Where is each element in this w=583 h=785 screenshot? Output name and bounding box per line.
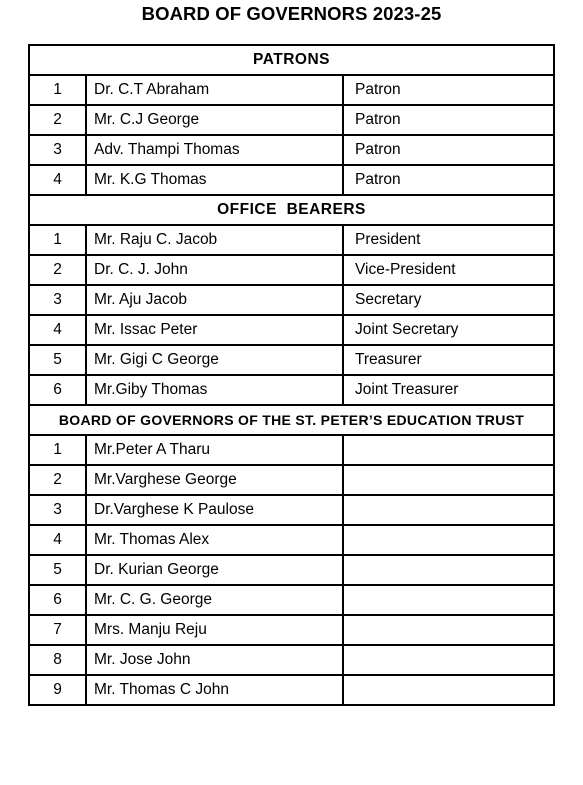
section-heading: PATRONS — [29, 45, 554, 75]
member-name: Dr. Kurian George — [86, 555, 343, 585]
table-row — [29, 585, 554, 615]
member-role — [343, 525, 554, 555]
table-row — [29, 465, 554, 495]
table-row — [29, 495, 554, 525]
row-number: 3 — [29, 495, 86, 525]
table-row — [29, 105, 554, 135]
row-number: 4 — [29, 165, 86, 195]
section-heading: BOARD OF GOVERNORS OF THE ST. PETER’S EDUCATION TRUST — [29, 405, 554, 435]
member-role — [343, 555, 554, 585]
table-row — [29, 615, 554, 645]
member-role — [343, 585, 554, 615]
member-role: Patron — [343, 105, 554, 135]
table-row — [29, 435, 554, 465]
row-number: 1 — [29, 435, 86, 465]
table-row — [29, 675, 554, 705]
member-name: Mr.Varghese George — [86, 465, 343, 495]
table-row — [29, 75, 554, 105]
table-row — [29, 315, 554, 345]
row-number: 2 — [29, 465, 86, 495]
section-header-row — [29, 195, 554, 225]
table-row — [29, 285, 554, 315]
member-name: Mr. C.J George — [86, 105, 343, 135]
row-number: 4 — [29, 525, 86, 555]
member-name: Mr. Raju C. Jacob — [86, 225, 343, 255]
governors-table — [28, 44, 555, 706]
member-name: Mr. Thomas Alex — [86, 525, 343, 555]
section-header-row — [29, 45, 554, 75]
table-row — [29, 375, 554, 405]
member-name: Mr. C. G. George — [86, 585, 343, 615]
member-role: Joint Treasurer — [343, 375, 554, 405]
page-title: BOARD OF GOVERNORS 2023-25 — [141, 3, 442, 24]
table-row — [29, 225, 554, 255]
row-number: 3 — [29, 135, 86, 165]
row-number: 8 — [29, 645, 86, 675]
member-role: Patron — [343, 75, 554, 105]
member-name: Mr. Gigi C George — [86, 345, 343, 375]
table-row — [29, 645, 554, 675]
member-role — [343, 675, 554, 705]
member-name: Dr. C.T Abraham — [86, 75, 343, 105]
section-header-row — [29, 405, 554, 435]
member-role: Joint Secretary — [343, 315, 554, 345]
member-name: Mr. Jose John — [86, 645, 343, 675]
table-row — [29, 525, 554, 555]
member-role — [343, 645, 554, 675]
row-number: 2 — [29, 255, 86, 285]
row-number: 1 — [29, 75, 86, 105]
table-row — [29, 165, 554, 195]
row-number: 5 — [29, 555, 86, 585]
member-name: Adv. Thampi Thomas — [86, 135, 343, 165]
member-role — [343, 615, 554, 645]
table-row — [29, 135, 554, 165]
row-number: 2 — [29, 105, 86, 135]
member-role — [343, 435, 554, 465]
member-role — [343, 495, 554, 525]
member-role — [343, 465, 554, 495]
row-number: 4 — [29, 315, 86, 345]
member-name: Dr. C. J. John — [86, 255, 343, 285]
member-role: Patron — [343, 135, 554, 165]
member-role: Treasurer — [343, 345, 554, 375]
member-role: President — [343, 225, 554, 255]
member-name: Mr. Issac Peter — [86, 315, 343, 345]
member-name: Mr. Aju Jacob — [86, 285, 343, 315]
member-role: Patron — [343, 165, 554, 195]
row-number: 6 — [29, 375, 86, 405]
member-name: Mr. Thomas C John — [86, 675, 343, 705]
table-row — [29, 255, 554, 285]
member-name: Mr. K.G Thomas — [86, 165, 343, 195]
member-role: Secretary — [343, 285, 554, 315]
row-number: 6 — [29, 585, 86, 615]
section-heading: OFFICE BEARERS — [29, 195, 554, 225]
row-number: 5 — [29, 345, 86, 375]
member-role: Vice-President — [343, 255, 554, 285]
row-number: 9 — [29, 675, 86, 705]
member-name: Mr.Peter A Tharu — [86, 435, 343, 465]
member-name: Mrs. Manju Reju — [86, 615, 343, 645]
member-name: Dr.Varghese K Paulose — [86, 495, 343, 525]
member-name: Mr.Giby Thomas — [86, 375, 343, 405]
table-row — [29, 555, 554, 585]
row-number: 7 — [29, 615, 86, 645]
governors-table-body — [29, 45, 554, 705]
row-number: 1 — [29, 225, 86, 255]
row-number: 3 — [29, 285, 86, 315]
table-row — [29, 345, 554, 375]
